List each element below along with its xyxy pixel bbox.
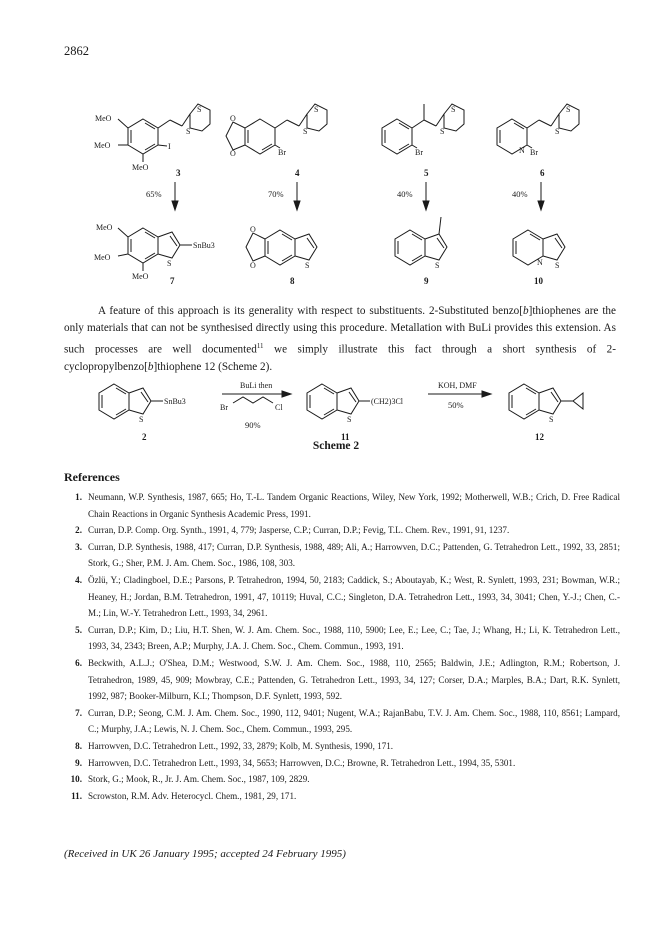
svg-text:BuLi then: BuLi then bbox=[240, 381, 273, 390]
svg-text:MeO: MeO bbox=[94, 253, 111, 262]
compound-number: 10 bbox=[534, 276, 543, 286]
compound-11 bbox=[307, 384, 404, 442]
svg-text:Cl: Cl bbox=[275, 403, 283, 412]
svg-text:S: S bbox=[549, 415, 554, 424]
compound-10 bbox=[513, 230, 565, 286]
compound-9 bbox=[395, 217, 447, 286]
reference-item: 1. Neumann, W.P. Synthesis, 1987, 665; Ho, T.-L. Tandem Organic Reactions, Wiley, New York, 1992; Motherwell, W.B.; Crich, D. Free Radical Chain Reactions in Organic Synthesis Academic Press, 1991. bbox=[75, 492, 620, 519]
compound-number: 7 bbox=[170, 276, 175, 286]
page-number: 2862 bbox=[64, 44, 89, 58]
svg-text:I: I bbox=[168, 142, 171, 151]
reference-item: 7. Curran, D.P.; Seong, C.M. J. Am. Chem. Soc., 1990, 112, 9401; Nugent, W.A.; RajanBabu, T.V. J. Am. Chem. Soc., 1988, 110, 8561; Lampard, C.; Murphy, J.A.; Lewis, N. J. Chem. Soc., Chem. Commun., 1993, 295. bbox=[75, 707, 620, 735]
compound-7 bbox=[94, 223, 215, 286]
compound-number: 6 bbox=[540, 168, 545, 178]
reference-item: 5. Curran, D.P.; Kim, D.; Liu, H.T. Shen, W. J. Am. Chem. Soc., 1988, 110, 5900; Lee, E.; Lee, C.; Tae, J.; Whang, H.; Li, K. Tetrahedron Lett., 1993, 34, 2343; Breen, A.P.; Murphy, J.A. J. Chem. Soc., Chem. Commun., 1993, 191. bbox=[75, 624, 620, 652]
reference-item: 11. Scrowston, R.M. Adv. Heterocycl. Chem., 1981, 29, 171. bbox=[71, 790, 297, 801]
references-list bbox=[64, 489, 620, 804]
svg-text:MeO: MeO bbox=[132, 272, 149, 281]
svg-text:S: S bbox=[451, 105, 456, 114]
svg-text:KOH, DMF: KOH, DMF bbox=[438, 381, 477, 390]
compound-number: 5 bbox=[424, 168, 429, 178]
svg-text:S: S bbox=[167, 259, 172, 268]
svg-text:S: S bbox=[440, 127, 445, 136]
svg-text:S: S bbox=[347, 415, 352, 424]
svg-text:(CH2)3Cl: (CH2)3Cl bbox=[371, 397, 403, 406]
compound-2 bbox=[99, 384, 186, 442]
svg-text:Br: Br bbox=[220, 403, 228, 412]
body-paragraph: A feature of this approach is its generality with respect to substituents. 2-Substituted benzo[b]thiophenes are the only materials that can not be synthesised directly using this procedure. Metallation with BuLi provides this extension. As such processes are well documented$^{11}$ we simply illustrate this fact through a short synthesis of 2-cyclopropylbenzo[b]thiophene 12 (Scheme 2). bbox=[64, 305, 616, 373]
reference-item: 9. Harrowven, D.C. Tetrahedron Lett., 1993, 34, 5653; Harrowven, D.C.; Browne, R. Tetrahedron Lett., 1994, 35, 5301. bbox=[75, 757, 516, 768]
svg-text:Br: Br bbox=[530, 148, 538, 157]
compound-number: 8 bbox=[290, 276, 295, 286]
svg-text:MeO: MeO bbox=[95, 114, 112, 123]
svg-text:50%: 50% bbox=[448, 400, 464, 410]
svg-text:O: O bbox=[230, 114, 236, 123]
svg-text:O: O bbox=[250, 225, 256, 234]
reaction-step-2 bbox=[428, 381, 491, 410]
reaction-step-1 bbox=[220, 381, 291, 430]
reference-item: 4. Özlü, Y.; Cladingboel, D.E.; Parsons, P. Tetrahedron, 1994, 50, 2183; Caddick, S.; Aboutayab, K.; West, R. Synlett, 1993, 231; Bowman, W.R.; Heaney, H.; Jordan, B.M. Tetrahedron, 1991, 47, 10119; Huval, C.C.; Singleton, D.A. Tetrahedron Lett., 1993, 34, 3041; Chen, Y.-J.; Chen, C.-M.; Lin, W.-Y. Tetrahedron Lett., 1993, 34, 2961. bbox=[75, 574, 620, 619]
reference-item: 10. Stork, G.; Mook, R., Jr. J. Am. Chem. Soc., 1987, 109, 2829. bbox=[70, 774, 310, 785]
yield-label: 40% bbox=[397, 189, 413, 199]
compound-8 bbox=[246, 225, 317, 286]
svg-text:N: N bbox=[519, 146, 525, 155]
reference-item: 2. Curran, D.P. Comp. Org. Synth., 1991, 4, 779; Jasperse, C.P.; Curran, D.P.; Fevig, T.L. Chem. Rev., 1991, 91, 1237. bbox=[75, 525, 510, 536]
svg-text:S: S bbox=[555, 261, 560, 270]
reference-item: 6. Beckwith, A.L.J.; O'Shea, D.M.; Westwood, S.W. J. Am. Chem. Soc., 1988, 110, 2565; Baldwin, J.E.; Adlington, R.M.; Robertson, J. Tetrahedron, 1989, 45, 909; Mowbray, C.E.; Pattenden, G. Tetrahedron Lett., 1993, 34, 127; Corser, D.A.; Marples, B.A.; Dart, R.K. Synlett, 1992, 987; Booker-Milburn, K.I.; Thompson, D.F. Synlett, 1993, 592. bbox=[75, 657, 620, 702]
compound-4 bbox=[226, 104, 327, 178]
svg-text:SnBu3: SnBu3 bbox=[164, 397, 186, 406]
svg-text:MeO: MeO bbox=[132, 163, 149, 172]
svg-text:O: O bbox=[250, 261, 256, 270]
svg-text:SnBu3: SnBu3 bbox=[193, 241, 215, 250]
compound-12 bbox=[509, 384, 583, 442]
reaction-arrows bbox=[146, 182, 544, 210]
svg-text:S: S bbox=[555, 127, 560, 136]
svg-text:S: S bbox=[186, 127, 191, 136]
svg-text:S: S bbox=[197, 105, 202, 114]
svg-text:S: S bbox=[435, 261, 440, 270]
reference-item: 3. Curran, D.P. Synthesis, 1988, 417; Curran, D.P. Synthesis, 1988, 489; Ali, A.; Harrowven, D.C.; Pattenden, G. Tetrahedron Lett., 1992, 33, 2851; Stork, G.; Sher, P.M. J. Am. Chem. Soc., 1986, 108, 303. bbox=[75, 541, 620, 569]
svg-text:S: S bbox=[303, 127, 308, 136]
yield-label: 65% bbox=[146, 189, 162, 199]
compound-number: 9 bbox=[424, 276, 429, 286]
svg-text:S: S bbox=[314, 105, 319, 114]
scheme-2 bbox=[0, 370, 672, 450]
compound-number: 11 bbox=[341, 432, 350, 442]
compound-6 bbox=[497, 104, 579, 178]
svg-text:MeO: MeO bbox=[94, 141, 111, 150]
yield-label: 40% bbox=[512, 189, 528, 199]
scheme-caption: Scheme 2 bbox=[312, 440, 360, 452]
svg-text:Br: Br bbox=[278, 148, 286, 157]
svg-text:N: N bbox=[537, 258, 543, 267]
compound-number: 4 bbox=[295, 168, 300, 178]
svg-text:Br: Br bbox=[415, 148, 423, 157]
compound-number: 3 bbox=[176, 168, 181, 178]
svg-text:O: O bbox=[230, 149, 236, 158]
compound-number: 12 bbox=[535, 432, 544, 442]
references-heading: References bbox=[64, 470, 120, 484]
compound-3 bbox=[94, 104, 210, 178]
svg-text:MeO: MeO bbox=[96, 223, 113, 232]
compound-5 bbox=[382, 104, 464, 178]
svg-text:S: S bbox=[305, 261, 310, 270]
yield-label: 70% bbox=[268, 189, 284, 199]
svg-text:90%: 90% bbox=[245, 420, 261, 430]
svg-text:S: S bbox=[139, 415, 144, 424]
scheme-1 bbox=[0, 0, 672, 300]
compound-number: 2 bbox=[142, 432, 147, 442]
received-date: (Received in UK 26 January 1995; accepted 24 February 1995) bbox=[64, 848, 346, 860]
svg-text:S: S bbox=[566, 105, 571, 114]
reference-item: 8. Harrowven, D.C. Tetrahedron Lett., 1992, 33, 2879; Kolb, M. Synthesis, 1990, 171. bbox=[75, 740, 394, 751]
